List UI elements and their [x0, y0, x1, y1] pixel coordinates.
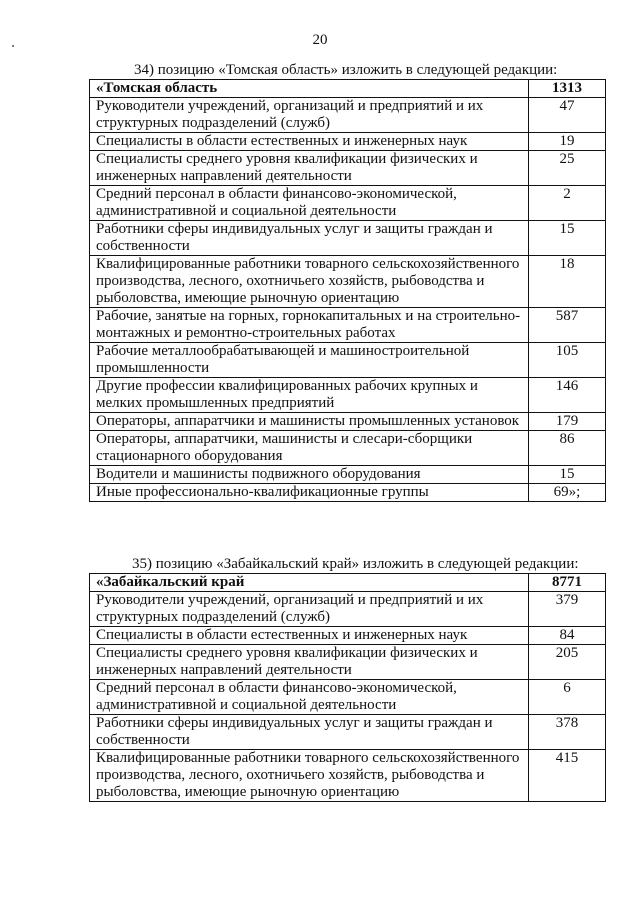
group-value: 415 — [529, 750, 606, 802]
group-value: 205 — [529, 645, 606, 680]
tomsk-table — [89, 79, 606, 502]
group-value: 86 — [529, 431, 606, 466]
table-row — [90, 378, 606, 413]
group-name: Специалисты среднего уровня квалификации физических и инженерных направлений деятельности — [90, 645, 529, 680]
table-row — [90, 133, 606, 151]
group-value: 587 — [529, 308, 606, 343]
group-value: 84 — [529, 627, 606, 645]
table-row — [90, 715, 606, 750]
group-value: 15 — [529, 466, 606, 484]
zabaikalsky-table — [89, 573, 606, 802]
table-row — [90, 256, 606, 308]
table-row — [90, 680, 606, 715]
table-row — [90, 221, 606, 256]
group-name: Руководители учреждений, организаций и предприятий и их структурных подразделений (служб) — [90, 592, 529, 627]
table-row — [90, 431, 606, 466]
group-name: Другие профессии квалифицированных рабочих крупных и мелких промышленных предприятий — [90, 378, 529, 413]
group-name: Операторы, аппаратчики и машинисты промышленных установок — [90, 413, 529, 431]
table-row — [90, 343, 606, 378]
group-name: Руководители учреждений, организаций и предприятий и их структурных подразделений (служб) — [90, 98, 529, 133]
table-row — [90, 308, 606, 343]
table-row — [90, 151, 606, 186]
group-value: 105 — [529, 343, 606, 378]
group-value: 379 — [529, 592, 606, 627]
group-name: Средний персонал в области финансово-экономической, административной и социальной деятельности — [90, 186, 529, 221]
group-value: 15 — [529, 221, 606, 256]
group-name: Работники сферы индивидуальных услуг и защиты граждан и собственности — [90, 715, 529, 750]
page-number: 20 — [312, 32, 328, 48]
region-name: «Томская область — [90, 80, 529, 98]
group-value: 179 — [529, 413, 606, 431]
group-name: Специалисты в области естественных и инженерных наук — [90, 627, 529, 645]
group-name: Операторы, аппаратчики, машинисты и слесари-сборщики стационарного оборудования — [90, 431, 529, 466]
group-value: 18 — [529, 256, 606, 308]
group-name: Иные профессионально-квалификационные группы — [90, 484, 529, 502]
group-name: Специалисты среднего уровня квалификации физических и инженерных направлений деятельности — [90, 151, 529, 186]
group-value: 2 — [529, 186, 606, 221]
table-row — [90, 466, 606, 484]
table-row — [90, 413, 606, 431]
group-value: 25 — [529, 151, 606, 186]
region-total: 8771 — [529, 574, 606, 592]
group-value: 378 — [529, 715, 606, 750]
group-name: Квалифицированные работники товарного сельскохозяйственного производства, лесного, охотничьего хозяйств, рыбоводства и рыболовства, имеющие рыночную ориентацию — [90, 256, 529, 308]
group-name: Работники сферы индивидуальных услуг и защиты граждан и собственности — [90, 221, 529, 256]
table-header-row — [90, 80, 606, 98]
group-value: 69»; — [529, 484, 606, 502]
group-value: 146 — [529, 378, 606, 413]
table-row — [90, 750, 606, 802]
section-34-intro: 34) позицию «Томская область» изложить в следующей редакции: — [134, 62, 558, 78]
table-row — [90, 98, 606, 133]
group-name: Рабочие металлообрабатывающей и машиностроительной промышленности — [90, 343, 529, 378]
table-row — [90, 645, 606, 680]
group-value: 19 — [529, 133, 606, 151]
region-total: 1313 — [529, 80, 606, 98]
group-name: Специалисты в области естественных и инженерных наук — [90, 133, 529, 151]
group-value: 47 — [529, 98, 606, 133]
group-name: Рабочие, занятые на горных, горнокапитальных и на строительно-монтажных и ремонтно-строительных работах — [90, 308, 529, 343]
table-row — [90, 627, 606, 645]
group-name: Средний персонал в области финансово-экономической, административной и социальной деятельности — [90, 680, 529, 715]
group-name: Водители и машинисты подвижного оборудования — [90, 466, 529, 484]
region-name: «Забайкальский край — [90, 574, 529, 592]
group-value: 6 — [529, 680, 606, 715]
group-name: Квалифицированные работники товарного сельскохозяйственного производства, лесного, охотничьего хозяйств, рыбоводства и рыболовства, имеющие рыночную ориентацию — [90, 750, 529, 802]
table-row — [90, 186, 606, 221]
table-row — [90, 592, 606, 627]
table-header-row — [90, 574, 606, 592]
section-35-intro: 35) позицию «Забайкальский край» изложить в следующей редакции: — [132, 556, 579, 572]
table-row — [90, 484, 606, 502]
